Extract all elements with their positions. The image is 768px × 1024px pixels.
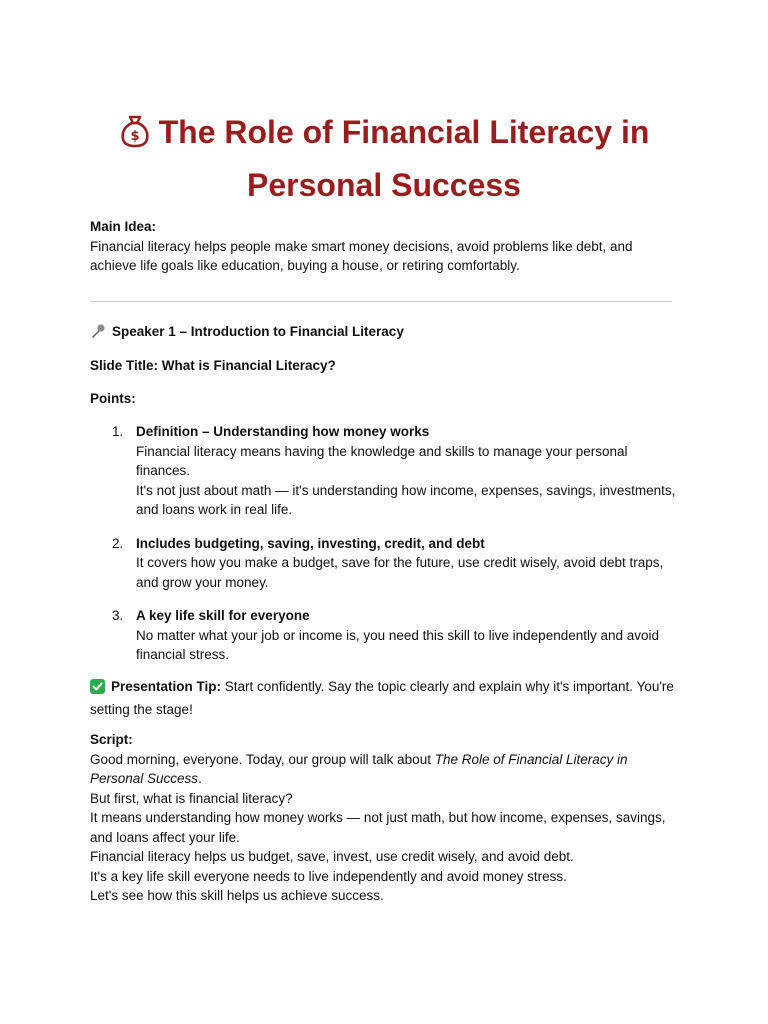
script-line: Let's see how this skill helps us achieve success.: [90, 888, 384, 903]
script-line: [90, 750, 680, 789]
main-idea-section: [90, 217, 680, 276]
svg-text:$: $: [130, 129, 140, 144]
check-mark-icon: [90, 679, 105, 700]
title-line-2: Personal Success: [247, 167, 521, 203]
list-item-heading: Definition – Understanding how money works: [136, 424, 430, 439]
horizontal-divider: [90, 301, 672, 302]
presentation-tip: [90, 677, 680, 719]
tip-text: Start confidently. Say the topic clearly and explain why it's important. You're setting the stage!: [90, 679, 674, 717]
list-item-heading: Includes budgeting, saving, investing, credit, and debt: [136, 535, 485, 551]
script-line: It's a key life skill everyone needs to live independently and avoid money stress.: [90, 868, 567, 884]
microphone-icon: [90, 323, 106, 345]
list-item: [90, 534, 680, 593]
speaker-heading: [90, 322, 680, 345]
script-section: [90, 730, 680, 906]
document-title: [90, 108, 678, 209]
script-line: It means understanding how money works — not just math, but how income, expenses, savings, and loans affect your life.: [90, 810, 666, 845]
list-item-text: No matter what your job or income is, you need this skill to live independently and avoid financial stress.: [136, 627, 660, 662]
script-label: Script:: [90, 732, 133, 747]
main-idea-text: Financial literacy helps people make smart money decisions, avoid problems like debt, and achieve life goals like education, buying a house, or retiring comfortably.: [90, 238, 633, 273]
money-bag-icon: [119, 113, 151, 161]
list-item-number: 2.: [112, 535, 124, 551]
script-line-text: .: [198, 771, 202, 786]
list-item: [90, 606, 680, 665]
script-line-text: Good morning, everyone. Today, our group will talk about: [90, 751, 435, 767]
list-item: [90, 422, 680, 520]
list-item-number: 3.: [112, 608, 124, 623]
script-line: Financial literacy helps us budget, save, invest, use credit wisely, and avoid debt.: [90, 849, 574, 864]
list-item-text: It covers how you make a budget, save for the future, use credit wisely, avoid debt traps, and grow your money.: [136, 555, 664, 590]
list-item-number: 1.: [112, 424, 124, 439]
script-italic-title: The Role of Financial Literacy in Personal Success: [90, 751, 628, 786]
main-idea-label: Main Idea:: [90, 219, 157, 234]
points-label: Points:: [90, 391, 136, 406]
script-line: But first, what is financial literacy?: [90, 790, 293, 806]
list-item-text: It's not just about math — it's understanding how income, expenses, savings, investments, and loans work in real life.: [136, 482, 676, 517]
speaker-heading-text: Speaker 1 – Introduction to Financial Literacy: [112, 324, 404, 339]
slide-title: Slide Title: What is Financial Literacy?: [90, 358, 336, 373]
list-item-text: Financial literacy means having the knowledge and skills to manage your personal finances.: [136, 443, 628, 478]
points-list: [90, 422, 680, 665]
list-item-heading: A key life skill for everyone: [136, 608, 310, 623]
title-line-1: The Role of Financial Literacy in: [158, 114, 650, 150]
tip-label: Presentation Tip:: [111, 679, 222, 694]
